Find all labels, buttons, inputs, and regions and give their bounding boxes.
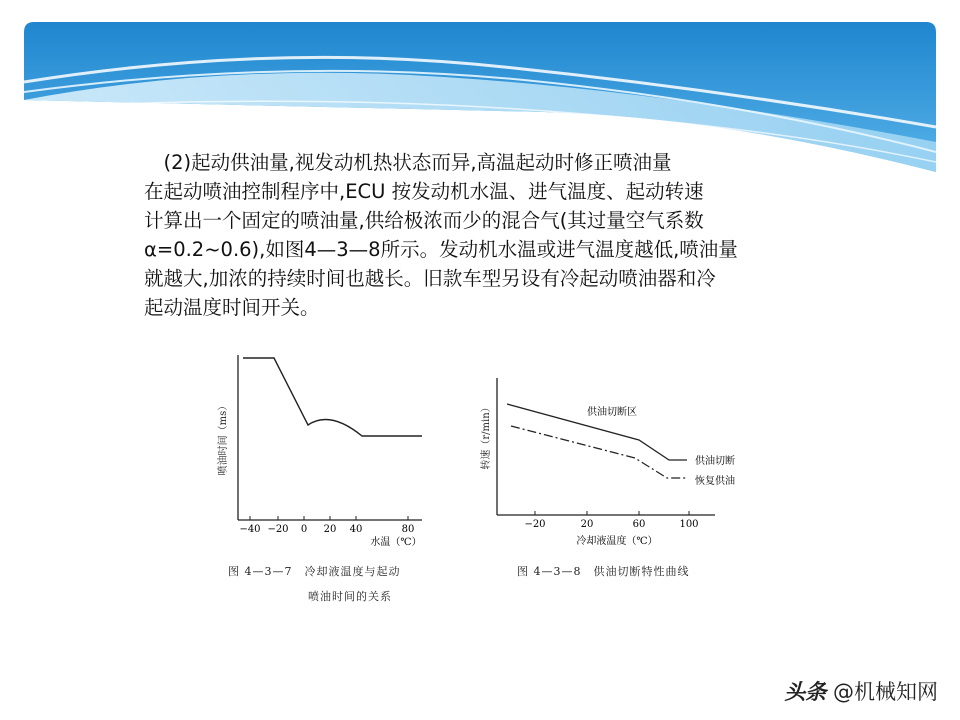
figure1-xlabel: 水温（℃）: [370, 537, 422, 548]
figure1-xtick: −40: [239, 524, 261, 535]
figure2-caption: 图 4—3—8 供油切断特性曲线: [517, 565, 690, 578]
figure2-xtick: 20: [580, 519, 594, 530]
figure1-curve: [243, 358, 422, 436]
figure1-caption-line1: 图 4—3—7 冷却液温度与起动: [228, 565, 401, 578]
figure-coolant-temp-injection-time: [210, 350, 440, 550]
paragraph-line: α=0.2~0.6),如图4—3—8所示。发动机水温或进气温度越低,喷油量: [144, 238, 738, 261]
watermark: [784, 676, 938, 706]
watermark-brand: 头条: [784, 680, 827, 704]
paragraph-line: 起动温度时间开关。: [144, 296, 320, 319]
paragraph-line: 计算出一个固定的喷油量,供给极浓而少的混合气(其过量空气系数: [144, 209, 704, 232]
figure2-fuel-resume-line: [511, 426, 687, 478]
figure1-caption-line2: 喷油时间的关系: [308, 590, 392, 603]
figure2-xlabel: 冷却液温度（℃）: [576, 536, 658, 547]
figure-fuel-cut-characteristic: [475, 370, 775, 555]
figure1-xtick: −20: [267, 524, 289, 535]
figure1-xtick: 20: [323, 524, 337, 535]
figure2-ylabel: 转速（r/min）: [481, 402, 492, 470]
figure1-xtick: 0: [300, 524, 308, 535]
figure1-ylabel: 喷油时间（ms）: [218, 400, 229, 476]
paragraph-line: 在起动喷油控制程序中,ECU 按发动机水温、进气温度、起动转速: [144, 180, 704, 203]
watermark-handle: @机械知网: [833, 680, 938, 704]
figure2-region-label: 供油切断区: [587, 407, 637, 418]
paragraph-line: (2)起动供油量,视发动机热状态而异,高温起动时修正喷油量: [144, 151, 672, 174]
figure2-resume-label: 恢复供油: [695, 476, 735, 487]
figure1-xtick: 40: [349, 524, 363, 535]
figure2-xtick: −20: [524, 519, 546, 530]
figure2-xtick: 100: [679, 519, 699, 530]
figure1-xtick: 80: [401, 524, 415, 535]
body-paragraph: [144, 148, 844, 322]
figure2-cut-label: 供油切断: [695, 456, 735, 467]
figure1-axes: [238, 355, 422, 520]
paragraph-line: 就越大,加浓的持续时间也越长。旧款车型另设有冷起动喷油器和冷: [144, 267, 716, 290]
figure2-xtick: 60: [632, 519, 646, 530]
figure2-axes: [497, 378, 715, 515]
